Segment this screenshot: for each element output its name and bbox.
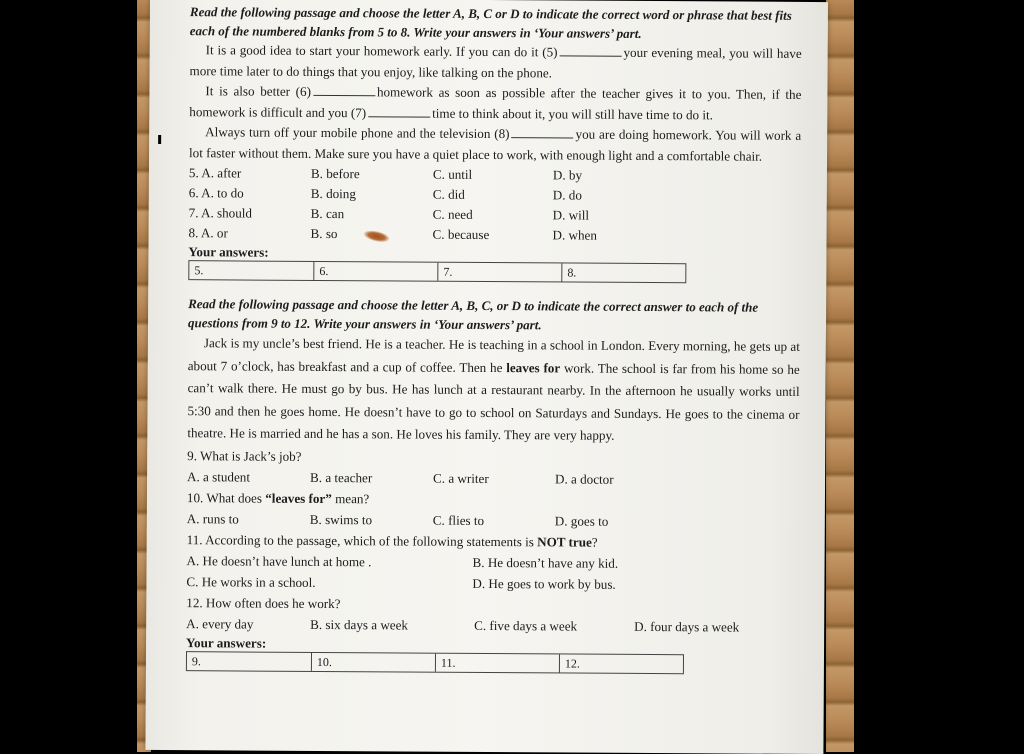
part1-instructions: Read the following passage and choose the letter A, B, C or D to indicate the correct word or phrase that best fits each of the numbered blanks from 5 to 8. Write your answers in ‘Your answers’ part. (189, 4, 792, 41)
question-12-options (186, 613, 798, 638)
option: C. five days a week (474, 617, 578, 634)
option: D. by (552, 167, 583, 183)
question-10-options (187, 508, 799, 533)
option: 6. A. to do (188, 185, 244, 201)
part1-paragraph-1: It is a good idea to start your homework early. If you can do it (5) your evening meal, you will have more time later to do things that you enjoy, like talking on the phone. (189, 42, 802, 80)
option: C. flies to (432, 512, 485, 528)
part1-options (189, 163, 801, 247)
answer-cell-7[interactable]: 7. (437, 263, 561, 282)
question-11-options (186, 550, 798, 596)
answer-cell-6[interactable]: 6. (313, 262, 437, 281)
option: D. do (552, 187, 582, 203)
part1-paragraph-3: Always turn off your mobile phone and the television (8) you are doing homework. You will work a lot faster without them. Make sure you have a quiet place to work, with enough light and a comfortable chair. (189, 124, 802, 164)
option: C. a writer (433, 470, 489, 486)
option: B. a teacher (310, 469, 373, 485)
part2-answers-title: Your answers: (186, 634, 267, 651)
answer-cell-5[interactable]: 5. (194, 263, 204, 278)
option: D. He goes to work by bus. (472, 575, 616, 592)
option: 7. A. should (188, 205, 253, 221)
option: B. so (310, 225, 338, 242)
part2-answer-table (186, 651, 684, 674)
question-12: 12. How often does he work? (186, 594, 341, 611)
option: A. a student (187, 468, 251, 485)
option: C. need (432, 206, 473, 222)
question-10: 10. What does “leaves for” mean? (186, 489, 370, 506)
option: C. because (432, 226, 490, 243)
option: C. He works in a school. (186, 573, 316, 590)
blank-8[interactable] (512, 125, 574, 138)
option: C. did (432, 186, 465, 202)
blank-6[interactable] (313, 83, 375, 96)
answer-cell-10[interactable]: 10. (311, 652, 435, 671)
answer-cell-12[interactable]: 12. (559, 654, 683, 673)
option: 8. A. or (188, 225, 228, 241)
question-9-options (187, 466, 799, 491)
part2-instructions: Read the following passage and choose the letter A, B, C, or D to indicate the correct answer to each of the questions from 9 to 12. Write your answers in ‘Your answers’ part. (187, 296, 759, 333)
option: D. goes to (554, 512, 609, 529)
option: B. before (310, 165, 360, 182)
margin-mark (158, 135, 161, 144)
blank-5[interactable] (559, 43, 621, 56)
option: B. doing (310, 185, 356, 202)
part1-answers-title: Your answers: (188, 244, 269, 260)
option: D. a doctor (555, 470, 614, 487)
option: B. six days a week (310, 616, 409, 633)
answer-cell-9[interactable]: 9. (191, 653, 202, 668)
question-11: 11. According to the passage, which of the following statements is NOT true? (186, 531, 598, 550)
worksheet-paper (145, 0, 828, 754)
bamboo-mat-right (826, 0, 854, 752)
blank-7[interactable] (368, 104, 430, 117)
question-9: 9. What is Jack’s job? (187, 447, 302, 464)
option: A. runs to (186, 510, 239, 526)
option: A. every day (186, 615, 254, 632)
option: 5. A. after (188, 165, 242, 181)
option: A. He doesn’t have lunch at home . (186, 552, 372, 569)
option: D. when (552, 227, 597, 243)
option: B. swims to (309, 511, 373, 527)
option: B. can (310, 205, 345, 222)
answer-cell-8[interactable]: 8. (561, 263, 685, 282)
option: B. He doesn’t have any kid. (472, 554, 619, 571)
part2-passage: Jack is my uncle’s best friend. He is a teacher. He is teaching in a school in London. Every morning, he gets up at about 7 o’clock, has breakfast and a cup of coffee. Then he leaves for work. The school is far from his home so he can’t walk there. He must go by bus. He has lunch at a restaurant nearby. In the afternoon he usually works until 5:30 and then he goes home. He doesn’t have to go to school on Saturdays and Sundays. He goes to the cinema or theatre. He is married and he has a son. He loves his family. They are very happy. (187, 335, 800, 443)
part1-paragraph-2: It is also better (6) homework as soon as possible after the teacher gives it to you. Then, if the homework is difficult and you (7) time to think about it, you will still have time to do it. (189, 83, 802, 122)
answer-cell-11[interactable]: 11. (435, 653, 559, 672)
option: C. until (432, 166, 473, 182)
option: D. four days a week (634, 618, 740, 635)
option: D. will (552, 207, 590, 223)
part1-answer-table (188, 260, 686, 283)
worksheet-content (186, 2, 802, 674)
